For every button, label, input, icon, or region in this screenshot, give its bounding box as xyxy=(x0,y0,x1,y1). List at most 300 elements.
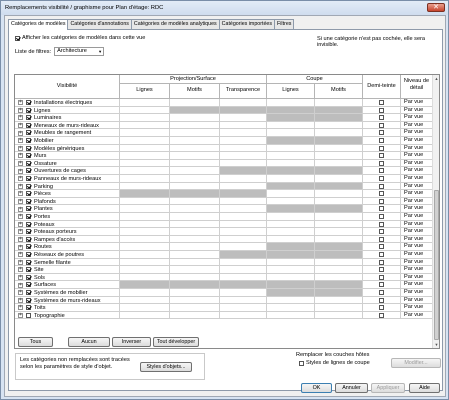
expand-icon[interactable]: + xyxy=(19,266,22,273)
cell-transparency[interactable] xyxy=(220,221,267,229)
detail-level-cell[interactable]: Par vue xyxy=(401,236,433,244)
visibility-checkbox[interactable] xyxy=(26,168,31,173)
cut-line-styles-option[interactable] xyxy=(299,360,370,366)
cell-lines[interactable] xyxy=(120,304,170,312)
cell-transparency[interactable] xyxy=(220,114,267,122)
detail-level-cell[interactable]: Par vue xyxy=(401,160,433,168)
cell-transparency[interactable] xyxy=(220,289,267,297)
cell-patterns[interactable] xyxy=(170,114,220,122)
cell-patterns[interactable] xyxy=(170,175,220,183)
cell-transparency[interactable] xyxy=(220,145,267,153)
expand-all-button[interactable]: Tout développer xyxy=(153,337,199,347)
cell-cut-lines[interactable] xyxy=(267,183,315,191)
detail-level-cell[interactable]: Par vue xyxy=(401,281,433,289)
cell-patterns[interactable] xyxy=(170,145,220,153)
scroll-thumb[interactable] xyxy=(434,190,439,340)
cell-cut-lines[interactable] xyxy=(267,236,315,244)
help-button[interactable]: Aide xyxy=(409,383,440,393)
cell-lines[interactable] xyxy=(120,198,170,206)
expand-icon[interactable]: + xyxy=(19,220,22,227)
halftone-checkbox[interactable] xyxy=(379,146,384,151)
halftone-checkbox[interactable] xyxy=(379,282,384,287)
cell-lines[interactable] xyxy=(120,221,170,229)
table-row[interactable] xyxy=(15,137,433,145)
cell-transparency[interactable] xyxy=(220,107,267,115)
modify-button[interactable]: Modifier... xyxy=(391,358,441,368)
cell-cut-patterns[interactable] xyxy=(315,137,363,145)
cut-line-styles-checkbox[interactable] xyxy=(299,361,304,366)
cell-cut-lines[interactable] xyxy=(267,221,315,229)
cell-transparency[interactable] xyxy=(220,251,267,259)
table-row[interactable] xyxy=(15,251,433,259)
detail-level-cell[interactable]: Par vue xyxy=(401,107,433,115)
visibility-checkbox[interactable] xyxy=(26,176,31,181)
cell-transparency[interactable] xyxy=(220,236,267,244)
cell-cut-patterns[interactable] xyxy=(315,160,363,168)
cell-cut-lines[interactable] xyxy=(267,243,315,251)
cell-patterns[interactable] xyxy=(170,304,220,312)
expand-icon[interactable]: + xyxy=(19,289,22,296)
cell-patterns[interactable] xyxy=(170,129,220,137)
visibility-checkbox[interactable] xyxy=(26,252,31,257)
object-styles-button[interactable]: Styles d'objets... xyxy=(140,362,192,372)
visibility-checkbox[interactable] xyxy=(26,222,31,227)
cell-cut-lines[interactable] xyxy=(267,259,315,267)
table-row[interactable] xyxy=(15,160,433,168)
halftone-checkbox[interactable] xyxy=(379,305,384,310)
cell-cut-patterns[interactable] xyxy=(315,289,363,297)
cell-transparency[interactable] xyxy=(220,213,267,221)
halftone-checkbox[interactable] xyxy=(379,275,384,280)
cell-cut-patterns[interactable] xyxy=(315,145,363,153)
cell-cut-patterns[interactable] xyxy=(315,259,363,267)
cell-lines[interactable] xyxy=(120,205,170,213)
detail-level-cell[interactable]: Par vue xyxy=(401,99,433,107)
cell-transparency[interactable] xyxy=(220,259,267,267)
tab-0[interactable]: Catégories de modèles xyxy=(8,19,68,30)
expand-icon[interactable]: + xyxy=(19,160,22,167)
cell-lines[interactable] xyxy=(120,274,170,282)
table-row[interactable] xyxy=(15,304,433,312)
table-row[interactable] xyxy=(15,266,433,274)
expand-icon[interactable]: + xyxy=(19,258,22,265)
halftone-checkbox[interactable] xyxy=(379,168,384,173)
cell-patterns[interactable] xyxy=(170,198,220,206)
cell-cut-lines[interactable] xyxy=(267,167,315,175)
visibility-checkbox[interactable] xyxy=(26,290,31,295)
table-row[interactable] xyxy=(15,129,433,137)
cell-cut-lines[interactable] xyxy=(267,213,315,221)
cell-lines[interactable] xyxy=(120,236,170,244)
cancel-button[interactable]: Annuler xyxy=(335,383,368,393)
cell-lines[interactable] xyxy=(120,312,170,320)
cell-transparency[interactable] xyxy=(220,198,267,206)
cell-lines[interactable] xyxy=(120,129,170,137)
halftone-checkbox[interactable] xyxy=(379,252,384,257)
expand-icon[interactable]: + xyxy=(19,312,22,319)
detail-level-cell[interactable]: Par vue xyxy=(401,312,433,320)
visibility-checkbox[interactable] xyxy=(26,115,31,120)
table-row[interactable] xyxy=(15,297,433,305)
cell-cut-lines[interactable] xyxy=(267,274,315,282)
cell-lines[interactable] xyxy=(120,251,170,259)
cell-transparency[interactable] xyxy=(220,205,267,213)
halftone-checkbox[interactable] xyxy=(379,176,384,181)
table-row[interactable] xyxy=(15,312,433,320)
table-row[interactable] xyxy=(15,183,433,191)
cell-cut-lines[interactable] xyxy=(267,99,315,107)
halftone-checkbox[interactable] xyxy=(379,298,384,303)
cell-lines[interactable] xyxy=(120,297,170,305)
cell-lines[interactable] xyxy=(120,281,170,289)
detail-level-cell[interactable]: Par vue xyxy=(401,259,433,267)
apply-button[interactable]: Appliquer xyxy=(371,383,405,393)
table-row[interactable] xyxy=(15,190,433,198)
halftone-checkbox[interactable] xyxy=(379,214,384,219)
detail-level-cell[interactable]: Par vue xyxy=(401,228,433,236)
detail-level-cell[interactable]: Par vue xyxy=(401,198,433,206)
expand-icon[interactable]: + xyxy=(19,198,22,205)
tab-2[interactable]: Catégories de modèles analytiques xyxy=(131,19,220,29)
detail-level-cell[interactable]: Par vue xyxy=(401,274,433,282)
cell-cut-lines[interactable] xyxy=(267,160,315,168)
cell-patterns[interactable] xyxy=(170,152,220,160)
cell-cut-lines[interactable] xyxy=(267,145,315,153)
table-row[interactable] xyxy=(15,213,433,221)
table-row[interactable] xyxy=(15,122,433,130)
table-row[interactable] xyxy=(15,205,433,213)
cell-cut-lines[interactable] xyxy=(267,152,315,160)
halftone-checkbox[interactable] xyxy=(379,115,384,120)
show-model-categories-checkbox[interactable] xyxy=(15,36,20,41)
halftone-checkbox[interactable] xyxy=(379,153,384,158)
cell-patterns[interactable] xyxy=(170,274,220,282)
cell-transparency[interactable] xyxy=(220,183,267,191)
cell-cut-patterns[interactable] xyxy=(315,198,363,206)
expand-icon[interactable]: + xyxy=(19,99,22,106)
detail-level-cell[interactable]: Par vue xyxy=(401,251,433,259)
halftone-checkbox[interactable] xyxy=(379,290,384,295)
cell-transparency[interactable] xyxy=(220,160,267,168)
visibility-checkbox[interactable] xyxy=(26,199,31,204)
cell-transparency[interactable] xyxy=(220,190,267,198)
cell-patterns[interactable] xyxy=(170,251,220,259)
cell-patterns[interactable] xyxy=(170,107,220,115)
cell-cut-lines[interactable] xyxy=(267,266,315,274)
halftone-checkbox[interactable] xyxy=(379,206,384,211)
detail-level-cell[interactable]: Par vue xyxy=(401,304,433,312)
halftone-checkbox[interactable] xyxy=(379,191,384,196)
cell-transparency[interactable] xyxy=(220,167,267,175)
cell-cut-patterns[interactable] xyxy=(315,122,363,130)
cell-cut-lines[interactable] xyxy=(267,137,315,145)
halftone-checkbox[interactable] xyxy=(379,108,384,113)
tab-4[interactable]: Filtres xyxy=(274,19,294,29)
halftone-checkbox[interactable] xyxy=(379,267,384,272)
detail-level-cell[interactable]: Par vue xyxy=(401,297,433,305)
visibility-checkbox[interactable] xyxy=(26,130,31,135)
cell-patterns[interactable] xyxy=(170,99,220,107)
cell-lines[interactable] xyxy=(120,145,170,153)
expand-icon[interactable]: + xyxy=(19,152,22,159)
halftone-checkbox[interactable] xyxy=(379,184,384,189)
cell-lines[interactable] xyxy=(120,190,170,198)
cell-cut-patterns[interactable] xyxy=(315,304,363,312)
cell-cut-patterns[interactable] xyxy=(315,213,363,221)
cell-cut-patterns[interactable] xyxy=(315,236,363,244)
scroll-up-icon[interactable]: ▲ xyxy=(434,76,439,81)
expand-icon[interactable]: + xyxy=(19,122,22,129)
cell-patterns[interactable] xyxy=(170,190,220,198)
expand-icon[interactable]: + xyxy=(19,205,22,212)
cell-patterns[interactable] xyxy=(170,243,220,251)
table-row[interactable] xyxy=(15,274,433,282)
detail-level-cell[interactable]: Par vue xyxy=(401,167,433,175)
cell-lines[interactable] xyxy=(120,114,170,122)
cell-cut-patterns[interactable] xyxy=(315,152,363,160)
cell-cut-lines[interactable] xyxy=(267,114,315,122)
visibility-checkbox[interactable] xyxy=(26,100,31,105)
cell-lines[interactable] xyxy=(120,259,170,267)
detail-level-cell[interactable]: Par vue xyxy=(401,137,433,145)
cell-cut-lines[interactable] xyxy=(267,304,315,312)
expand-icon[interactable]: + xyxy=(19,213,22,220)
detail-level-cell[interactable]: Par vue xyxy=(401,114,433,122)
cell-cut-patterns[interactable] xyxy=(315,175,363,183)
halftone-checkbox[interactable] xyxy=(379,199,384,204)
cell-cut-patterns[interactable] xyxy=(315,228,363,236)
cell-transparency[interactable] xyxy=(220,312,267,320)
cell-cut-lines[interactable] xyxy=(267,281,315,289)
cell-transparency[interactable] xyxy=(220,281,267,289)
cell-cut-patterns[interactable] xyxy=(315,251,363,259)
table-row[interactable] xyxy=(15,289,433,297)
cell-lines[interactable] xyxy=(120,183,170,191)
table-row[interactable] xyxy=(15,236,433,244)
cell-transparency[interactable] xyxy=(220,228,267,236)
filter-list-select[interactable] xyxy=(54,47,104,56)
halftone-checkbox[interactable] xyxy=(379,130,384,135)
visibility-checkbox[interactable] xyxy=(26,298,31,303)
visibility-checkbox[interactable] xyxy=(26,260,31,265)
cell-transparency[interactable] xyxy=(220,152,267,160)
invert-button[interactable]: Inverser xyxy=(112,337,151,347)
cell-patterns[interactable] xyxy=(170,122,220,130)
select-none-button[interactable]: Aucun xyxy=(68,337,110,347)
expand-icon[interactable]: + xyxy=(19,304,22,311)
tab-1[interactable]: Catégories d'annotations xyxy=(67,19,131,29)
detail-level-cell[interactable]: Par vue xyxy=(401,152,433,160)
detail-level-cell[interactable]: Par vue xyxy=(401,190,433,198)
show-model-categories-option[interactable] xyxy=(15,35,145,41)
table-row[interactable] xyxy=(15,107,433,115)
visibility-checkbox[interactable] xyxy=(26,108,31,113)
expand-icon[interactable]: + xyxy=(19,106,22,113)
cell-cut-lines[interactable] xyxy=(267,251,315,259)
halftone-checkbox[interactable] xyxy=(379,229,384,234)
visibility-checkbox[interactable] xyxy=(26,282,31,287)
cell-transparency[interactable] xyxy=(220,304,267,312)
visibility-checkbox[interactable] xyxy=(26,237,31,242)
table-row[interactable] xyxy=(15,281,433,289)
cell-lines[interactable] xyxy=(120,228,170,236)
select-all-button[interactable]: Tous xyxy=(18,337,53,347)
cell-cut-patterns[interactable] xyxy=(315,205,363,213)
cell-cut-patterns[interactable] xyxy=(315,167,363,175)
cell-transparency[interactable] xyxy=(220,122,267,130)
table-row[interactable] xyxy=(15,228,433,236)
scroll-down-icon[interactable]: ▼ xyxy=(434,342,439,347)
expand-icon[interactable]: + xyxy=(19,281,22,288)
cell-lines[interactable] xyxy=(120,243,170,251)
cell-lines[interactable] xyxy=(120,289,170,297)
halftone-checkbox[interactable] xyxy=(379,222,384,227)
cell-cut-patterns[interactable] xyxy=(315,114,363,122)
cell-lines[interactable] xyxy=(120,99,170,107)
table-row[interactable] xyxy=(15,99,433,107)
cell-cut-lines[interactable] xyxy=(267,289,315,297)
expand-icon[interactable]: + xyxy=(19,274,22,281)
expand-icon[interactable]: + xyxy=(19,175,22,182)
cell-transparency[interactable] xyxy=(220,297,267,305)
detail-level-cell[interactable]: Par vue xyxy=(401,221,433,229)
cell-patterns[interactable] xyxy=(170,312,220,320)
cell-transparency[interactable] xyxy=(220,274,267,282)
cell-lines[interactable] xyxy=(120,167,170,175)
cell-patterns[interactable] xyxy=(170,213,220,221)
cell-transparency[interactable] xyxy=(220,175,267,183)
cell-transparency[interactable] xyxy=(220,129,267,137)
cell-cut-patterns[interactable] xyxy=(315,183,363,191)
visibility-checkbox[interactable] xyxy=(26,153,31,158)
cell-lines[interactable] xyxy=(120,213,170,221)
detail-level-cell[interactable]: Par vue xyxy=(401,175,433,183)
visibility-checkbox[interactable] xyxy=(26,214,31,219)
cell-cut-lines[interactable] xyxy=(267,228,315,236)
ok-button[interactable]: OK xyxy=(301,383,332,393)
cell-lines[interactable] xyxy=(120,152,170,160)
table-row[interactable] xyxy=(15,259,433,267)
expand-icon[interactable]: + xyxy=(19,251,22,258)
table-row[interactable] xyxy=(15,198,433,206)
halftone-checkbox[interactable] xyxy=(379,138,384,143)
expand-icon[interactable]: + xyxy=(19,129,22,136)
halftone-checkbox[interactable] xyxy=(379,100,384,105)
visibility-checkbox[interactable] xyxy=(26,146,31,151)
expand-icon[interactable]: + xyxy=(19,236,22,243)
visibility-checkbox[interactable] xyxy=(26,275,31,280)
halftone-checkbox[interactable] xyxy=(379,123,384,128)
halftone-checkbox[interactable] xyxy=(379,313,384,318)
cell-cut-patterns[interactable] xyxy=(315,190,363,198)
cell-cut-patterns[interactable] xyxy=(315,297,363,305)
expand-icon[interactable]: + xyxy=(19,167,22,174)
cell-cut-lines[interactable] xyxy=(267,122,315,130)
halftone-checkbox[interactable] xyxy=(379,244,384,249)
cell-cut-lines[interactable] xyxy=(267,129,315,137)
detail-level-cell[interactable]: Par vue xyxy=(401,129,433,137)
cell-cut-patterns[interactable] xyxy=(315,281,363,289)
tab-3[interactable]: Catégories importées xyxy=(219,19,275,29)
cell-cut-lines[interactable] xyxy=(267,312,315,320)
expand-icon[interactable]: + xyxy=(19,190,22,197)
visibility-checkbox[interactable] xyxy=(26,191,31,196)
cell-cut-patterns[interactable] xyxy=(315,129,363,137)
visibility-checkbox[interactable] xyxy=(26,161,31,166)
cell-cut-lines[interactable] xyxy=(267,190,315,198)
cell-cut-patterns[interactable] xyxy=(315,107,363,115)
visibility-checkbox[interactable] xyxy=(26,138,31,143)
cell-cut-patterns[interactable] xyxy=(315,243,363,251)
cell-patterns[interactable] xyxy=(170,167,220,175)
cell-lines[interactable] xyxy=(120,122,170,130)
halftone-checkbox[interactable] xyxy=(379,260,384,265)
expand-icon[interactable]: + xyxy=(19,243,22,250)
cell-lines[interactable] xyxy=(120,107,170,115)
cell-lines[interactable] xyxy=(120,175,170,183)
table-row[interactable] xyxy=(15,221,433,229)
table-row[interactable] xyxy=(15,114,433,122)
expand-icon[interactable]: + xyxy=(19,182,22,189)
cell-cut-lines[interactable] xyxy=(267,175,315,183)
header-visibility[interactable]: Visibilité xyxy=(15,75,120,99)
cell-patterns[interactable] xyxy=(170,183,220,191)
visibility-checkbox[interactable] xyxy=(26,206,31,211)
cell-cut-patterns[interactable] xyxy=(315,266,363,274)
expand-icon[interactable]: + xyxy=(19,137,22,144)
detail-level-cell[interactable]: Par vue xyxy=(401,183,433,191)
visibility-checkbox[interactable] xyxy=(26,305,31,310)
visibility-checkbox[interactable] xyxy=(26,123,31,128)
cell-patterns[interactable] xyxy=(170,160,220,168)
cell-cut-lines[interactable] xyxy=(267,198,315,206)
detail-level-cell[interactable]: Par vue xyxy=(401,289,433,297)
cell-cut-patterns[interactable] xyxy=(315,274,363,282)
cell-transparency[interactable] xyxy=(220,266,267,274)
visibility-checkbox[interactable] xyxy=(26,184,31,189)
cell-cut-lines[interactable] xyxy=(267,205,315,213)
cell-transparency[interactable] xyxy=(220,137,267,145)
detail-level-cell[interactable]: Par vue xyxy=(401,145,433,153)
cell-lines[interactable] xyxy=(120,137,170,145)
cell-patterns[interactable] xyxy=(170,259,220,267)
table-row[interactable] xyxy=(15,243,433,251)
cell-patterns[interactable] xyxy=(170,137,220,145)
expand-icon[interactable]: + xyxy=(19,296,22,303)
table-row[interactable] xyxy=(15,175,433,183)
expand-icon[interactable]: + xyxy=(19,228,22,235)
visibility-checkbox[interactable] xyxy=(26,229,31,234)
cell-transparency[interactable] xyxy=(220,99,267,107)
cell-cut-lines[interactable] xyxy=(267,297,315,305)
cell-patterns[interactable] xyxy=(170,281,220,289)
cell-cut-lines[interactable] xyxy=(267,107,315,115)
grid-scrollbar[interactable] xyxy=(432,75,439,348)
detail-level-cell[interactable]: Par vue xyxy=(401,266,433,274)
expand-icon[interactable]: + xyxy=(19,114,22,121)
cell-patterns[interactable] xyxy=(170,221,220,229)
visibility-checkbox[interactable] xyxy=(26,244,31,249)
cell-lines[interactable] xyxy=(120,160,170,168)
cell-lines[interactable] xyxy=(120,266,170,274)
halftone-checkbox[interactable] xyxy=(379,161,384,166)
cell-transparency[interactable] xyxy=(220,243,267,251)
cell-patterns[interactable] xyxy=(170,205,220,213)
cell-cut-patterns[interactable] xyxy=(315,99,363,107)
cell-cut-patterns[interactable] xyxy=(315,221,363,229)
cell-patterns[interactable] xyxy=(170,266,220,274)
detail-level-cell[interactable]: Par vue xyxy=(401,213,433,221)
